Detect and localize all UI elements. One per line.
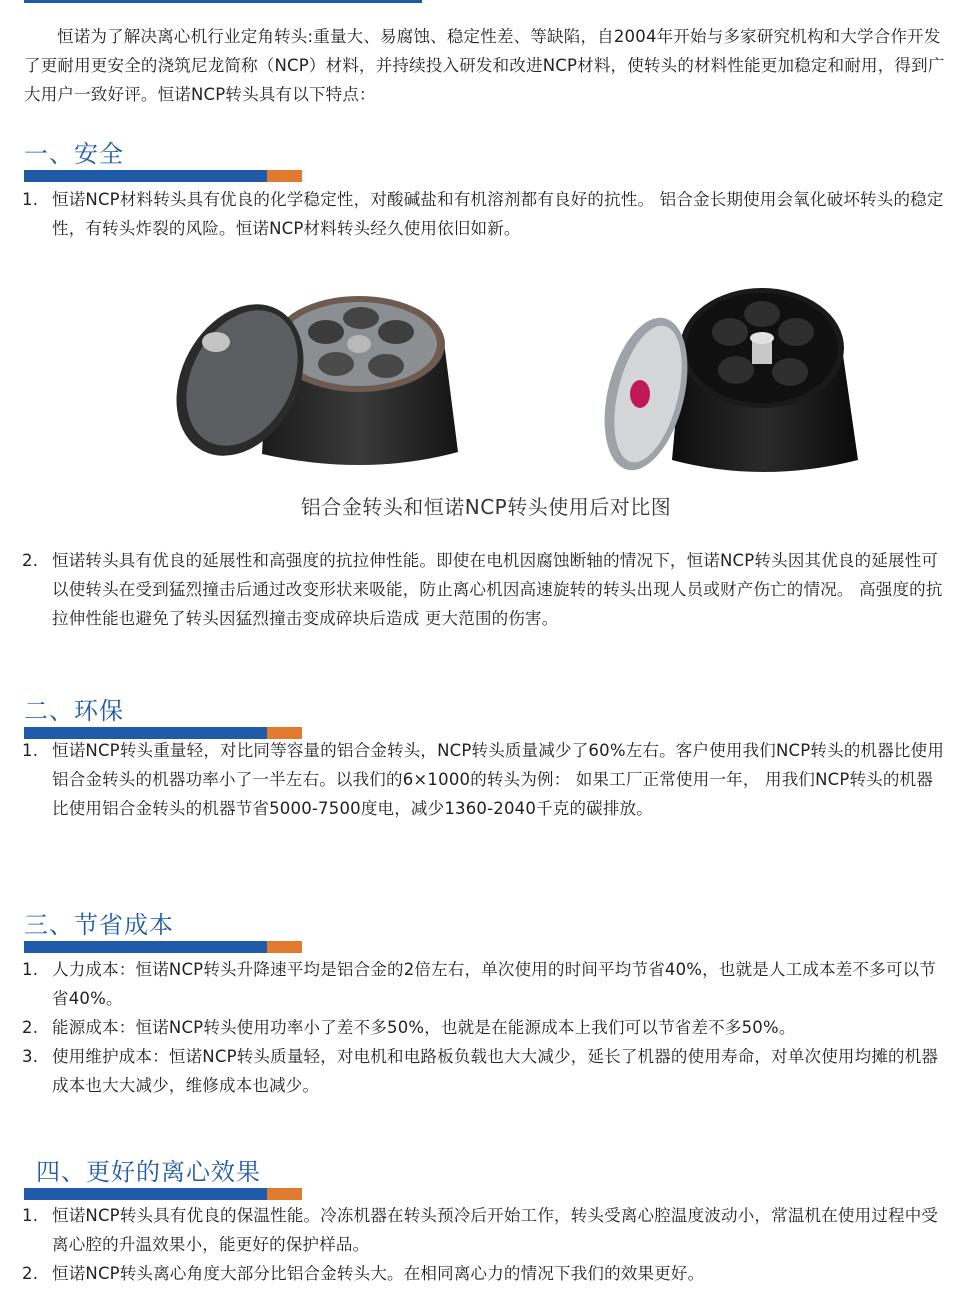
aluminum-rotor-photo-icon bbox=[176, 282, 460, 472]
intro-paragraph: 恒诺为了解决离心机行业定角转头:重量大、易腐蚀、稳定性差、等缺陷，自2004年开始与多家研究机构和大学合作开发了更耐用更安全的浇筑尼龙简称（NCP）材料，并持续投入研发和改进NCP材料，使转头的材料性能更加稳定和耐用，得到广大用户一致好评。恒诺NCP转头具有以下特点： bbox=[24, 27, 945, 104]
section-title: 四、更好的离心效果 bbox=[36, 1158, 261, 1186]
section-title: 三、节省成本 bbox=[24, 911, 174, 939]
list-item bbox=[22, 185, 946, 243]
list-text: 能源成本：恒诺NCP转头使用功率小了差不多50%，也就是在能源成本上我们可以节省差不多50%。 bbox=[52, 1018, 796, 1037]
list-number: 1. bbox=[22, 741, 39, 760]
section-effect-list bbox=[22, 1201, 946, 1288]
ncp-rotor-photo-icon bbox=[602, 274, 860, 478]
list-item bbox=[22, 1259, 946, 1288]
list-item bbox=[22, 546, 946, 633]
section-underline bbox=[24, 1188, 302, 1200]
list-item bbox=[22, 955, 946, 1013]
section-effect-heading bbox=[24, 1157, 324, 1200]
list-text: 恒诺NCP转头离心角度大部分比铝合金转头大。在相同离心力的情况下我们的效果更好。 bbox=[52, 1264, 705, 1283]
list-number: 1. bbox=[22, 1206, 39, 1225]
section-safety-heading bbox=[24, 139, 324, 182]
list-number: 2. bbox=[22, 1018, 39, 1037]
list-text: 使用维护成本：恒诺NCP转头质量轻，对电机和电路板负载也大大减少，延长了机器的使用寿命，对单次使用均摊的机器成本也大大减少，维修成本也减少。 bbox=[52, 1047, 939, 1095]
list-text: 恒诺NCP转头具有优良的保温性能。冷冻机器在转头预冷后开始工作，转头受离心腔温度波动小，常温机在使用过程中受离心腔的升温效果小，能更好的保护样品。 bbox=[52, 1206, 939, 1254]
list-number: 2. bbox=[22, 551, 39, 570]
section-environment-heading bbox=[24, 696, 324, 739]
list-item bbox=[22, 1042, 946, 1100]
section-underline bbox=[24, 170, 302, 182]
figure-caption: 铝合金转头和恒诺NCP转头使用后对比图 bbox=[300, 495, 672, 519]
list-item bbox=[22, 1013, 946, 1042]
section-safety-list-a bbox=[22, 185, 946, 243]
top-divider bbox=[24, 0, 422, 3]
list-number: 1. bbox=[22, 190, 39, 209]
list-item bbox=[22, 1201, 946, 1259]
list-text: 恒诺转头具有优良的延展性和高强度的抗拉伸性能。即使在电机因腐蚀断轴的情况下，恒诺NCP转头因其优良的延展性可以使转头在受到猛烈撞击后通过改变形状来吸能，防止离心机因高速旋转的转头出现人员或财产伤亡的情况。 高强度的抗拉伸性能也避免了转头因猛烈撞击变成碎块后造成 更大范围的伤害。 bbox=[52, 551, 943, 628]
section-environment-list bbox=[22, 736, 946, 823]
section-cost-list bbox=[22, 955, 946, 1100]
list-number: 2. bbox=[22, 1264, 39, 1283]
list-number: 1. bbox=[22, 960, 39, 979]
section-title: 二、环保 bbox=[24, 697, 124, 725]
list-text: 恒诺NCP材料转头具有优良的化学稳定性，对酸碱盐和有机溶剂都有良好的抗性。 铝合金长期使用会氧化破坏转头的稳定性，有转头炸裂的风险。恒诺NCP材料转头经久使用依旧如新。 bbox=[52, 190, 944, 238]
list-text: 恒诺NCP转头重量轻，对比同等容量的铝合金转头，NCP转头质量减少了60%左右。客户使用我们NCP转头的机器比使用铝合金转头的机器功率小了一半左右。以我们的6×1000的转头为例： 如果工厂正常使用一年， 用我们NCP转头的机器比使用铝合金转头的机器节省5000-7500度电，减少1360-2040千克的碳排放。 bbox=[52, 741, 945, 818]
list-item bbox=[22, 736, 946, 823]
intro-block bbox=[24, 22, 946, 109]
list-text: 人力成本：恒诺NCP转头升降速平均是铝合金的2倍左右，单次使用的时间平均节省40%，也就是人工成本差不多可以节省40%。 bbox=[52, 960, 936, 1008]
list-number: 3. bbox=[22, 1047, 39, 1066]
section-underline bbox=[24, 941, 302, 953]
section-title: 一、安全 bbox=[24, 140, 124, 168]
section-cost-heading bbox=[24, 910, 324, 953]
section-safety-list-b bbox=[22, 546, 946, 633]
